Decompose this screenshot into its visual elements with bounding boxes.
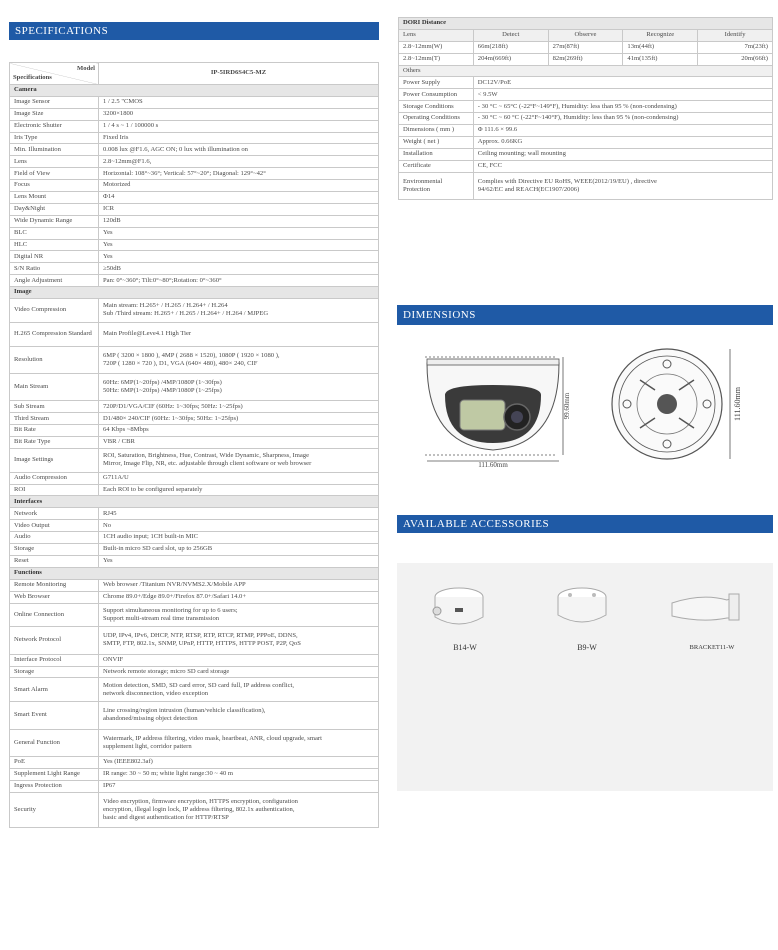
spec-value-line: UDP, IPv4, IPv6, DHCP, NTP, RTSP, RTP, RTCP, RTMP, PPPoE, DDNS, bbox=[103, 632, 298, 640]
spec-label: Resolution bbox=[10, 346, 99, 373]
model-row bbox=[10, 63, 379, 85]
others-value-line: Φ 111.6 × 99.6 bbox=[477, 126, 518, 134]
spec-value-line: Yes bbox=[103, 252, 113, 260]
spec-label: Smart Event bbox=[10, 702, 99, 729]
others-label: Weight ( net ) bbox=[399, 136, 474, 148]
spec-value-line: Horizontal: 108°~36°; Vertical: 57°~20°; Diagonal: 129°~42° bbox=[103, 169, 266, 177]
dori-cell: 2.8~12mm(T) bbox=[399, 53, 474, 65]
spec-row bbox=[10, 702, 379, 729]
others-title-row bbox=[399, 65, 773, 77]
others-row bbox=[399, 148, 773, 160]
spec-label: Supplement Light Range bbox=[10, 768, 99, 780]
spec-row bbox=[10, 322, 379, 346]
spec-row bbox=[10, 401, 379, 413]
category-label: Interfaces bbox=[10, 496, 379, 508]
spec-value bbox=[99, 180, 379, 192]
spec-value bbox=[99, 654, 379, 666]
spec-value-line: Sub /Third stream: H.265+ / H.265 / H.264+ / H.264 / MJPEG bbox=[103, 310, 269, 318]
spec-row bbox=[10, 437, 379, 449]
spec-value-line: Motorized bbox=[103, 181, 131, 189]
spec-row bbox=[10, 132, 379, 144]
spec-value-line: supplement light, corridor pattern bbox=[103, 742, 192, 750]
dori-others-table bbox=[398, 17, 773, 200]
spec-value-line: ≥50dB bbox=[103, 264, 121, 272]
spec-value-line: 3200×1800 bbox=[103, 110, 134, 118]
spec-value bbox=[99, 579, 379, 591]
spec-value bbox=[99, 401, 379, 413]
spec-value bbox=[99, 729, 379, 756]
spec-value-line: Yes bbox=[103, 557, 113, 565]
spec-value bbox=[99, 346, 379, 373]
spec-row bbox=[10, 215, 379, 227]
spec-label: Min. Illumination bbox=[10, 144, 99, 156]
spec-value-line: 1CH audio input; 1CH built-in MIC bbox=[103, 533, 199, 541]
spec-value-line: RJ45 bbox=[103, 509, 117, 517]
spec-label: Sub Stream bbox=[10, 401, 99, 413]
spec-label: Reset bbox=[10, 555, 99, 567]
spec-label: Angle Adjustment bbox=[10, 275, 99, 287]
spec-label: General Function bbox=[10, 729, 99, 756]
spec-label: Third Stream bbox=[10, 413, 99, 425]
spec-value bbox=[99, 666, 379, 678]
spec-value-line: ICR bbox=[103, 205, 114, 213]
dori-row bbox=[399, 53, 773, 65]
others-row bbox=[399, 77, 773, 89]
dori-cell: 41m(135ft) bbox=[623, 53, 698, 65]
dori-header-cell: Observe bbox=[548, 29, 623, 41]
spec-row bbox=[10, 532, 379, 544]
accessories-panel bbox=[397, 563, 773, 791]
dori-header-cell: Detect bbox=[473, 29, 548, 41]
others-value bbox=[473, 160, 772, 172]
category-row bbox=[10, 567, 379, 579]
dimensions-side-drawing bbox=[415, 345, 575, 470]
others-value-line: Approx. 0.66KG bbox=[477, 138, 523, 146]
model-value: IP-5IRD6S4C5-MZ bbox=[99, 63, 379, 85]
spec-value-line: G711A/U bbox=[103, 474, 129, 482]
others-label: Operating Conditions bbox=[399, 113, 474, 125]
spec-row bbox=[10, 654, 379, 666]
spec-row bbox=[10, 520, 379, 532]
b14-w-image bbox=[429, 583, 489, 633]
spec-value bbox=[99, 555, 379, 567]
others-value bbox=[473, 89, 772, 101]
spec-value-line: IP67 bbox=[103, 782, 116, 790]
dim-height-label: 99.60mm bbox=[563, 392, 571, 420]
spec-value-line: abandoned/missing object detection bbox=[103, 715, 198, 723]
spec-row bbox=[10, 448, 379, 472]
spec-row bbox=[10, 792, 379, 828]
dimensions-base-drawing bbox=[600, 340, 750, 470]
spec-value-line: Built-in micro SD card slot, up to 256GB bbox=[103, 545, 213, 553]
spec-value bbox=[99, 627, 379, 654]
spec-row bbox=[10, 120, 379, 132]
spec-value-line: Watermark, IP address filtering, video mask, heartbeat, ANR, cloud upgrade, smart bbox=[103, 734, 322, 742]
spec-label: Wide Dynamic Range bbox=[10, 215, 99, 227]
others-row bbox=[399, 172, 773, 199]
spec-label: Ingress Protection bbox=[10, 780, 99, 792]
spec-row bbox=[10, 425, 379, 437]
spec-row bbox=[10, 555, 379, 567]
spec-row bbox=[10, 263, 379, 275]
dori-cell: 27m(87ft) bbox=[548, 41, 623, 53]
spec-row bbox=[10, 203, 379, 215]
spec-value bbox=[99, 108, 379, 120]
spec-label: Smart Alarm bbox=[10, 678, 99, 702]
others-label: Certificate bbox=[399, 160, 474, 172]
others-label: Power Supply bbox=[399, 77, 474, 89]
spec-value bbox=[99, 702, 379, 729]
spec-value bbox=[99, 251, 379, 263]
spec-value-line: 64 Kbps ~8Mbps bbox=[103, 426, 149, 434]
others-value-line: 94/62/EC and REACH(EC1907/2006) bbox=[477, 185, 580, 193]
spec-value-line: Main stream: H.265+ / H.265 / H.264+ / H.264 bbox=[103, 302, 228, 310]
spec-label: Focus bbox=[10, 180, 99, 192]
spec-row bbox=[10, 484, 379, 496]
spec-value bbox=[99, 215, 379, 227]
spec-value-line: Main Profile@Leve4.1 High Tier bbox=[103, 330, 192, 338]
spec-value bbox=[99, 484, 379, 496]
others-value-line: - 30 °C ~ 60 °C (-22°F~140°F), Humidity: less than 95 % (non-condensing) bbox=[477, 114, 679, 122]
spec-value bbox=[99, 239, 379, 251]
spec-label: Storage bbox=[10, 544, 99, 556]
spec-value bbox=[99, 768, 379, 780]
dori-row bbox=[399, 41, 773, 53]
others-value-line: Complies with Directive EU RoHS, WEEE(2012/19/EU) , directive bbox=[477, 177, 657, 185]
spec-value bbox=[99, 144, 379, 156]
spec-label: Interface Protocol bbox=[10, 654, 99, 666]
others-label: Installation bbox=[399, 148, 474, 160]
spec-value-line: 1 / 4 s ~ 1 / 100000 s bbox=[103, 122, 159, 129]
spec-value bbox=[99, 448, 379, 472]
spec-value-line: VBR / CBR bbox=[103, 438, 135, 446]
spec-row bbox=[10, 346, 379, 373]
spec-value bbox=[99, 156, 379, 168]
spec-value bbox=[99, 168, 379, 180]
spec-value bbox=[99, 603, 379, 627]
model-corner-cell bbox=[10, 63, 99, 85]
spec-value bbox=[99, 203, 379, 215]
spec-row bbox=[10, 180, 379, 192]
spec-value bbox=[99, 322, 379, 346]
others-value-line: CE, FCC bbox=[477, 162, 502, 170]
spec-value-line: Yes (IEEE802.3af) bbox=[103, 758, 153, 766]
others-label: Environmental Protection bbox=[399, 172, 474, 199]
spec-row bbox=[10, 508, 379, 520]
dori-header-cell: Recognize bbox=[623, 29, 698, 41]
others-value-line: Ceiling mounting; wall mounting bbox=[477, 150, 566, 158]
spec-row bbox=[10, 168, 379, 180]
spec-label: Main Stream bbox=[10, 373, 99, 400]
spec-value bbox=[99, 373, 379, 400]
spec-value bbox=[99, 413, 379, 425]
spec-label: Lens Mount bbox=[10, 192, 99, 204]
spec-value-line: Web browser /Titanium NVR/NVMS2.X/Mobile APP bbox=[103, 581, 246, 589]
spec-row bbox=[10, 299, 379, 323]
spec-value-line: 50Hz: 6MP(1~20fps) /4MP/1080P (1~25fps) bbox=[103, 387, 222, 395]
category-label: Functions bbox=[10, 567, 379, 579]
specifications-header: SPECIFICATIONS bbox=[9, 22, 379, 40]
spec-value-line: ROI, Saturation, Brightness, Hue, Contrast, Wide Dynamic, Sharpness, Image bbox=[103, 452, 309, 460]
spec-row bbox=[10, 239, 379, 251]
dori-cell: 13m(44ft) bbox=[623, 41, 698, 53]
spec-value bbox=[99, 544, 379, 556]
spec-value bbox=[99, 96, 379, 108]
dori-header-row bbox=[399, 29, 773, 41]
others-value bbox=[473, 101, 772, 113]
spec-row bbox=[10, 192, 379, 204]
others-row bbox=[399, 89, 773, 101]
spec-label: Iris Type bbox=[10, 132, 99, 144]
others-value bbox=[473, 77, 772, 89]
spec-value-line: Mirror, Image Flip, NR, etc. adjustable through client software or web browser bbox=[103, 460, 312, 468]
others-row bbox=[399, 125, 773, 137]
spec-value bbox=[99, 299, 379, 323]
accessory-label-b9-w: B9-W bbox=[577, 643, 597, 652]
model-corner-bottom: Specifications bbox=[13, 73, 52, 81]
spec-row bbox=[10, 780, 379, 792]
specifications-table bbox=[9, 62, 379, 828]
spec-value-line: Yes bbox=[103, 229, 113, 237]
accessory-label-bracket11-w: BRACKET11-W bbox=[689, 644, 735, 651]
spec-value-line: Yes bbox=[103, 240, 113, 248]
spec-label: Network bbox=[10, 508, 99, 520]
spec-value-line: 720P/D1/VGA/CIF (60Hz: 1~30fps; 50Hz: 1~25fps) bbox=[103, 402, 243, 410]
others-value bbox=[473, 125, 772, 137]
others-value bbox=[473, 136, 772, 148]
spec-row bbox=[10, 373, 379, 400]
spec-label: Remote Monitoring bbox=[10, 579, 99, 591]
spec-label: S/N Ratio bbox=[10, 263, 99, 275]
spec-label: Field of View bbox=[10, 168, 99, 180]
spec-value-line: Line crossing/region intrusion (human/vehicle classification), bbox=[103, 707, 266, 715]
spec-value bbox=[99, 192, 379, 204]
spec-label: Digital NR bbox=[10, 251, 99, 263]
spec-value-line: Pan: 0°~360°; Tilt:0°~80°;Rotation: 0°~360° bbox=[103, 276, 222, 284]
dori-cell: 7m(23ft) bbox=[698, 41, 773, 53]
spec-row bbox=[10, 678, 379, 702]
spec-value-line: network disconnection, video exception bbox=[103, 689, 209, 697]
spec-value-line: basic and digest authentication for HTTP/RTSP bbox=[103, 814, 229, 822]
spec-value bbox=[99, 532, 379, 544]
category-row bbox=[10, 287, 379, 299]
spec-label: Video Output bbox=[10, 520, 99, 532]
spec-value bbox=[99, 472, 379, 484]
spec-value-line: 720P ( 1280 × 720 ), D1, VGA (640× 480), 480× 240, CIF bbox=[103, 359, 258, 367]
others-value bbox=[473, 113, 772, 125]
spec-row bbox=[10, 275, 379, 287]
spec-label: Storage bbox=[10, 666, 99, 678]
others-row bbox=[399, 113, 773, 125]
dori-cell: 204m(669ft) bbox=[473, 53, 548, 65]
spec-value-line: Support simultaneous monitoring for up to 6 users; bbox=[103, 606, 238, 614]
spec-label: Image Size bbox=[10, 108, 99, 120]
spec-label: Bit Rate Type bbox=[10, 437, 99, 449]
dori-cell: 20m(66ft) bbox=[698, 53, 773, 65]
b9-w-image bbox=[552, 583, 612, 633]
accessory-label-b14-w: B14-W bbox=[453, 643, 477, 652]
bracket11-w-image bbox=[667, 588, 742, 628]
spec-row bbox=[10, 413, 379, 425]
spec-value-line: Each ROI to be configured separately bbox=[103, 485, 203, 493]
others-value-line: < 9.5W bbox=[477, 90, 498, 98]
spec-value-line: 2.8~12mm@F1.6, bbox=[103, 157, 152, 165]
spec-value bbox=[99, 520, 379, 532]
spec-row bbox=[10, 768, 379, 780]
spec-label: Security bbox=[10, 792, 99, 828]
dori-header-cell: Lens bbox=[399, 29, 474, 41]
spec-row bbox=[10, 591, 379, 603]
spec-value-line: D1/480× 240/CIF (60Hz: 1~30fps; 50Hz: 1~25fps) bbox=[103, 414, 239, 422]
spec-label: Audio bbox=[10, 532, 99, 544]
spec-value-line: 60Hz: 6MP(1~20fps) /4MP/1080P (1~30fps) bbox=[103, 378, 222, 386]
spec-label: HLC bbox=[10, 239, 99, 251]
spec-row bbox=[10, 227, 379, 239]
spec-row bbox=[10, 544, 379, 556]
category-label: Camera bbox=[10, 85, 379, 97]
others-value-line: DC12V/PoE bbox=[477, 78, 512, 86]
spec-label: Bit Rate bbox=[10, 425, 99, 437]
others-row bbox=[399, 160, 773, 172]
spec-label: Network Protocol bbox=[10, 627, 99, 654]
others-row bbox=[399, 136, 773, 148]
spec-value bbox=[99, 678, 379, 702]
spec-label: ROI bbox=[10, 484, 99, 496]
spec-value bbox=[99, 591, 379, 603]
spec-value bbox=[99, 227, 379, 239]
spec-value-line: Chrome 89.0+/Edge 89.0+/Firefox 87.0+/Safari 14.0+ bbox=[103, 592, 247, 600]
spec-value bbox=[99, 437, 379, 449]
spec-value-line: 120dB bbox=[103, 217, 121, 225]
spec-value-line: Support multi-stream real time transmission bbox=[103, 614, 220, 622]
dori-cell: 2.8~12mm(W) bbox=[399, 41, 474, 53]
spec-label: Video Compression bbox=[10, 299, 99, 323]
spec-value-line: Φ14 bbox=[103, 193, 115, 201]
spec-row bbox=[10, 666, 379, 678]
dori-cell: 82m(269ft) bbox=[548, 53, 623, 65]
spec-label: BLC bbox=[10, 227, 99, 239]
spec-value bbox=[99, 132, 379, 144]
spec-value bbox=[99, 780, 379, 792]
spec-label: Image Settings bbox=[10, 448, 99, 472]
spec-row bbox=[10, 627, 379, 654]
dim-side-label: 111.60mm bbox=[733, 387, 742, 421]
spec-row bbox=[10, 756, 379, 768]
dimensions-header: DIMENSIONS bbox=[397, 305, 773, 325]
others-value bbox=[473, 148, 772, 160]
spec-value bbox=[99, 263, 379, 275]
spec-row bbox=[10, 144, 379, 156]
spec-row bbox=[10, 729, 379, 756]
spec-value bbox=[99, 792, 379, 828]
spec-label: Image Sensor bbox=[10, 96, 99, 108]
model-corner-top: Model bbox=[77, 65, 95, 72]
spec-row bbox=[10, 472, 379, 484]
spec-label: Audio Compression bbox=[10, 472, 99, 484]
dori-header-cell: Identify bbox=[698, 29, 773, 41]
spec-label: Electronic Shutter bbox=[10, 120, 99, 132]
dori-title-row bbox=[399, 18, 773, 30]
spec-row bbox=[10, 108, 379, 120]
spec-value-line: 0.008 lux @F1.6, AGC ON; 0 lux with illumination on bbox=[103, 145, 248, 153]
spec-row bbox=[10, 251, 379, 263]
others-label: Power Consumption bbox=[399, 89, 474, 101]
spec-label: PoE bbox=[10, 756, 99, 768]
others-row bbox=[399, 101, 773, 113]
spec-value-line: IR range: 30 ~ 50 m; white light range:30 ~ 40 m bbox=[103, 770, 234, 778]
spec-label: Day&Night bbox=[10, 203, 99, 215]
spec-value bbox=[99, 425, 379, 437]
spec-row bbox=[10, 156, 379, 168]
spec-value bbox=[99, 120, 379, 132]
spec-value-line: SMTP, FTP, 802.1x, SNMP, UPnP, HTTP, HTTPS, HTTP POST, P2P, QoS bbox=[103, 640, 301, 648]
dori-cell: 66m(218ft) bbox=[473, 41, 548, 53]
spec-value-line: Fixed Iris bbox=[103, 133, 129, 141]
spec-value bbox=[99, 275, 379, 287]
dori-title: DORI Distance bbox=[399, 18, 773, 30]
category-label: Image bbox=[10, 287, 379, 299]
spec-value bbox=[99, 508, 379, 520]
spec-label: Online Connection bbox=[10, 603, 99, 627]
others-value-line: - 30 °C ~ 65°C (-22°F~149°F), Humidity: less than 95 % (non-condensing) bbox=[477, 102, 677, 110]
spec-row bbox=[10, 603, 379, 627]
category-row bbox=[10, 85, 379, 97]
spec-row bbox=[10, 96, 379, 108]
dim-width-label: 111.60mm bbox=[478, 461, 508, 469]
spec-value-line: ONVIF bbox=[103, 655, 124, 663]
spec-row bbox=[10, 579, 379, 591]
others-label: Dimensions ( mm ) bbox=[399, 125, 474, 137]
category-row bbox=[10, 496, 379, 508]
others-label: Storage Conditions bbox=[399, 101, 474, 113]
spec-value-line: encryption, illegal login lock, IP address filtering, 802.1x authentication, bbox=[103, 805, 295, 813]
spec-label: Web Browser bbox=[10, 591, 99, 603]
spec-value-line: Network remote storage; micro SD card storage bbox=[103, 667, 230, 675]
spec-value-line: Motion detection, SMD, SD card error, SD card full, IP address conflict, bbox=[103, 681, 295, 689]
spec-value-line: No bbox=[103, 521, 112, 529]
spec-value-line: 6MP ( 3200 × 1800 ), 4MP ( 2688 × 1520), 1080P ( 1920 × 1080 ), bbox=[103, 351, 280, 359]
spec-value-line: Video encryption, firmware encryption, HTTPS encryption, configuration bbox=[103, 797, 298, 805]
spec-value bbox=[99, 756, 379, 768]
others-title: Others bbox=[399, 65, 773, 77]
others-value bbox=[473, 172, 772, 199]
spec-label: Lens bbox=[10, 156, 99, 168]
spec-value-line: 1 / 2.5 "CMOS bbox=[103, 98, 143, 106]
spec-label: H.265 Compression Standard bbox=[10, 322, 99, 346]
accessories-header: AVAILABLE ACCESSORIES bbox=[397, 515, 773, 533]
